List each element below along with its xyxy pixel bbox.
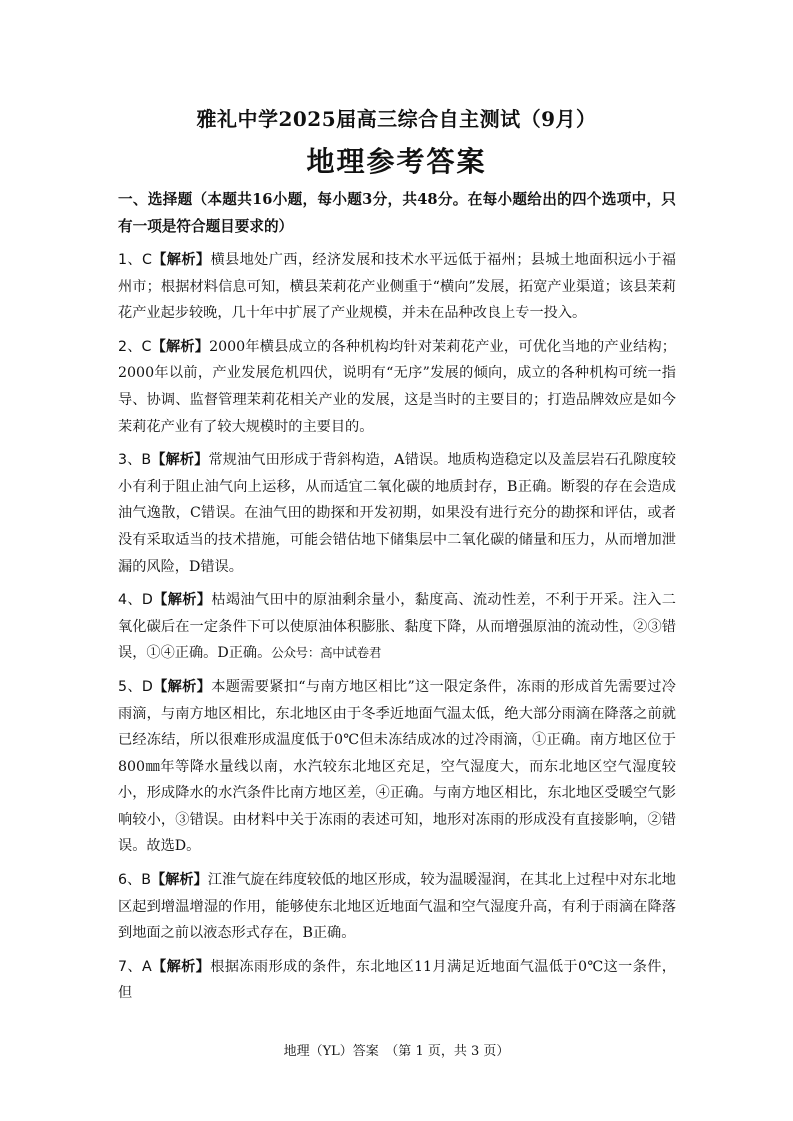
question-number: 5、D (118, 678, 153, 695)
page-footer: 地理（YL）答案 （第 1 页，共 3 页） (283, 1044, 510, 1059)
analysis-tag: 【解析】 (151, 958, 211, 975)
watermark-text: 公众号：高中试卷君 (271, 645, 382, 661)
exam-title: 雅礼中学2025届高三综合自主测试（9月） (196, 107, 597, 131)
analysis-tag: 【解析】 (150, 872, 208, 889)
question-number: 1、C (118, 252, 152, 268)
question-number: 7、A (118, 958, 152, 975)
analysis-tag: 【解析】 (151, 338, 210, 355)
answer-key-title: 地理参考答案 (306, 145, 487, 178)
section-heading: 一、选择题（本题共16小题，每小题3分，共48分。在每小题给出的四个选项中，只有一项是符合题目要求的） (118, 191, 676, 235)
document-body (118, 186, 676, 1014)
question-2-explanation (118, 334, 676, 440)
question-number: 3、B (118, 452, 152, 469)
question-number: 2、C (118, 338, 152, 355)
explanation-text: 江淮气旋在纬度较低的地区形成，较为温暖湿润，在其北上过程中对东北地区起到增温增湿的作用，能够使东北地区近地面气温和空气湿度升高，有利于雨滴在降落到地面之前以液态形式存在，B正确。 (118, 872, 676, 942)
explanation-text: 2000年横县成立的各种机构均针对茉莉花产业，可优化当地的产业结构；2000年以前，产业发展危机四伏，说明有“无序”发展的倾向，成立的各种机构可统一指导、协调、监督管理茉莉花相关产业的发展，这是当时的主要目的；打造品牌效应是如今茉莉花产业有了较大规模时的主要目的。 (118, 338, 676, 435)
analysis-tag: 【解析】 (151, 452, 209, 469)
explanation-text: 枯竭油气田中的原油剩余量小，黏度高、流动性差，不利于开采。注入二氧化碳后在一定条件下可以使原油体积膨胀、黏度下降，从而增强原油的流动性，②③错误，①④正确。D正确。 (118, 592, 676, 662)
analysis-tag: 【解析】 (152, 678, 212, 695)
explanation-text: 常规油气田形成于背斜构造，A错误。地质构造稳定以及盖层岩石孔隙度较小有利于阻止油气向上运移，从而适宜二氧化碳的地质封存，B正确。断裂的存在会造成油气逸散，C错误。在油气田的勘探和开发初期，如果没有进行充分的勘探和评估，或者没有采取适当的技术措施，可能会错估地下储集层中二氧化碳的储量和压力，从而增加泄漏的风险，D错误。 (118, 452, 676, 575)
question-number: 6、B (118, 872, 151, 889)
explanation-text: 横县地处广西，经济发展和技术水平远低于福州；县城土地面积远小于福州市；根据材料信息可知，横县茉莉花产业侧重于“横向”发展，拓宽产业渠道；该县茉莉花产业起步较晚，几十年中扩展了产业规模，并未在品种改良上专一投入。 (118, 252, 676, 322)
explanation-text: 本题需要紧扣“与南方地区相比”这一限定条件，冻雨的形成首先需要过冷雨滴，与南方地区相比，东北地区由于冬季近地面气温太低，绝大部分雨滴在降落之前就已经冻结，所以很难形成温度低于0℃但未冻结成冰的过冷雨滴，①正确。南方地区位于800㎜年等降水量线以南，水汽较东北地区充足，空气湿度大，而东北地区空气湿度较小，形成降水的水汽条件比南方地区差，④正确。与南方地区相比，东北地区受暖空气影响较小，③错误。由材料中关于冻雨的表述可知，地形对冻雨的形成没有直接影响，②错误。故选D。 (118, 678, 676, 855)
question-3-explanation (118, 447, 676, 580)
question-4-explanation (118, 587, 676, 667)
explanation-text: 根据冻雨形成的条件，东北地区11月满足近地面气温低于0℃这一条件，但 (118, 958, 676, 1002)
analysis-tag: 【解析】 (151, 252, 211, 268)
question-1-explanation (118, 247, 676, 327)
question-7-explanation (118, 954, 676, 1007)
question-6-explanation (118, 867, 676, 947)
question-5-explanation (118, 674, 676, 860)
question-number: 4、D (118, 592, 153, 609)
analysis-tag: 【解析】 (152, 592, 212, 609)
